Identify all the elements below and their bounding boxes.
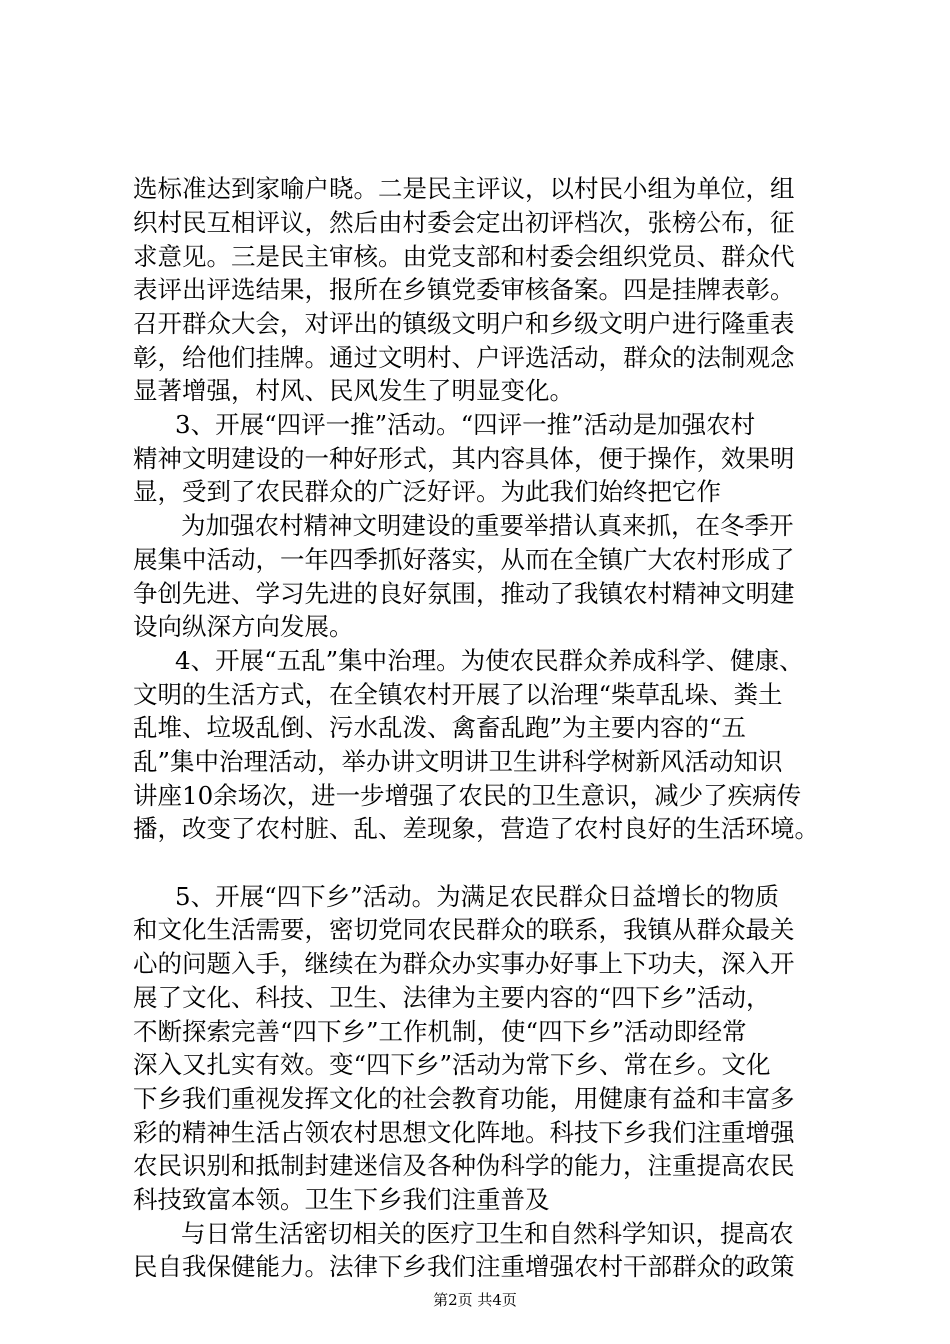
paragraph-4-first-line: 4、开展“五乱”集中治理。为使农民群众养成科学、健康、 bbox=[175, 646, 804, 675]
text-line: 心的问题入手，继续在为群众办实事办好事上下功夫，深入开 bbox=[133, 949, 795, 978]
text-line: 和文化生活需要，密切党同农民群众的联系，我镇从群众最关 bbox=[133, 915, 795, 944]
text-line: 争创先进、学习先进的良好氛围，推动了我镇农村精神文明建 bbox=[133, 579, 795, 608]
text-line: 农民识别和抵制封建迷信及各种伪科学的能力，注重提高农民 bbox=[133, 1151, 795, 1180]
text-line: 与日常生活密切相关的医疗卫生和自然科学知识，提高农 bbox=[181, 1219, 794, 1248]
text-line: 民自我保健能力。法律下乡我们注重增强农村干部群众的政策 bbox=[133, 1252, 795, 1281]
text-line: 召开群众大会，对评出的镇级文明户和乡级文明户进行隆重表 bbox=[133, 309, 795, 338]
text-line: 织村民互相评议，然后由村委会定出初评档次，张榜公布，征 bbox=[133, 208, 795, 237]
text-line: 深入又扎实有效。变“四下乡”活动为常下乡、常在乡。文化 bbox=[133, 1050, 771, 1079]
text-line: 彩的精神生活占领农村思想文化阵地。科技下乡我们注重增强 bbox=[133, 1118, 795, 1147]
text-line: 下乡我们重视发挥文化的社会教育功能，用健康有益和丰富多 bbox=[133, 1084, 795, 1113]
text-line: 科技致富本领。卫生下乡我们注重普及 bbox=[133, 1185, 550, 1214]
text-line: 乱”集中治理活动，举办讲文明讲卫生讲科学树新风活动知识 bbox=[133, 747, 783, 776]
text-line: 文明的生活方式，在全镇农村开展了以治理“柴草乱垛、粪土 bbox=[133, 680, 783, 709]
text-line: 显著增强，村风、民风发生了明显变化。 bbox=[133, 376, 574, 405]
text-line: 讲座10余场次，进一步增强了农民的卫生意识，减少了疾病传 bbox=[133, 781, 802, 810]
text-line: 表评出评选结果，报所在乡镇党委审核备案。四是挂牌表彰。 bbox=[133, 275, 795, 304]
paragraph-3-first-line: 3、开展“四评一推”活动。“四评一推”活动是加强农村 bbox=[175, 410, 756, 439]
text-line: 乱堆、垃圾乱倒、污水乱泼、禽畜乱跑”为主要内容的“五 bbox=[133, 713, 747, 742]
paragraph-5-first-line: 5、开展“四下乡”活动。为满足农民群众日益增长的物质 bbox=[175, 882, 780, 911]
text-line: 选标准达到家喻户晓。二是民主评议，以村民小组为单位，组 bbox=[133, 174, 795, 203]
text-line: 求意见。三是民主审核。由党支部和村委会组织党员、群众代 bbox=[133, 242, 795, 271]
text-line: 展集中活动，一年四季抓好落实，从而在全镇广大农村形成了 bbox=[133, 545, 795, 574]
text-line: 播，改变了农村脏、乱、差现象，营造了农村良好的生活环境。 bbox=[133, 814, 819, 843]
page-footer: 第2页 共4页 bbox=[433, 1291, 517, 1309]
text-line: 设向纵深方向发展。 bbox=[133, 612, 354, 641]
text-line: 显，受到了农民群众的广泛好评。为此我们始终把它作 bbox=[133, 477, 721, 506]
text-line: 展了文化、科技、卫生、法律为主要内容的“四下乡”活动， bbox=[133, 983, 771, 1012]
text-line: 彰，给他们挂牌。通过文明村、户评选活动，群众的法制观念 bbox=[133, 343, 795, 372]
text-line: 不断探索完善“四下乡”工作机制，使“四下乡”活动即经常 bbox=[133, 1017, 747, 1046]
text-line: 精神文明建设的一种好形式，其内容具体，便于操作，效果明 bbox=[133, 444, 795, 473]
text-line: 为加强农村精神文明建设的重要举措认真来抓，在冬季开 bbox=[181, 511, 794, 540]
